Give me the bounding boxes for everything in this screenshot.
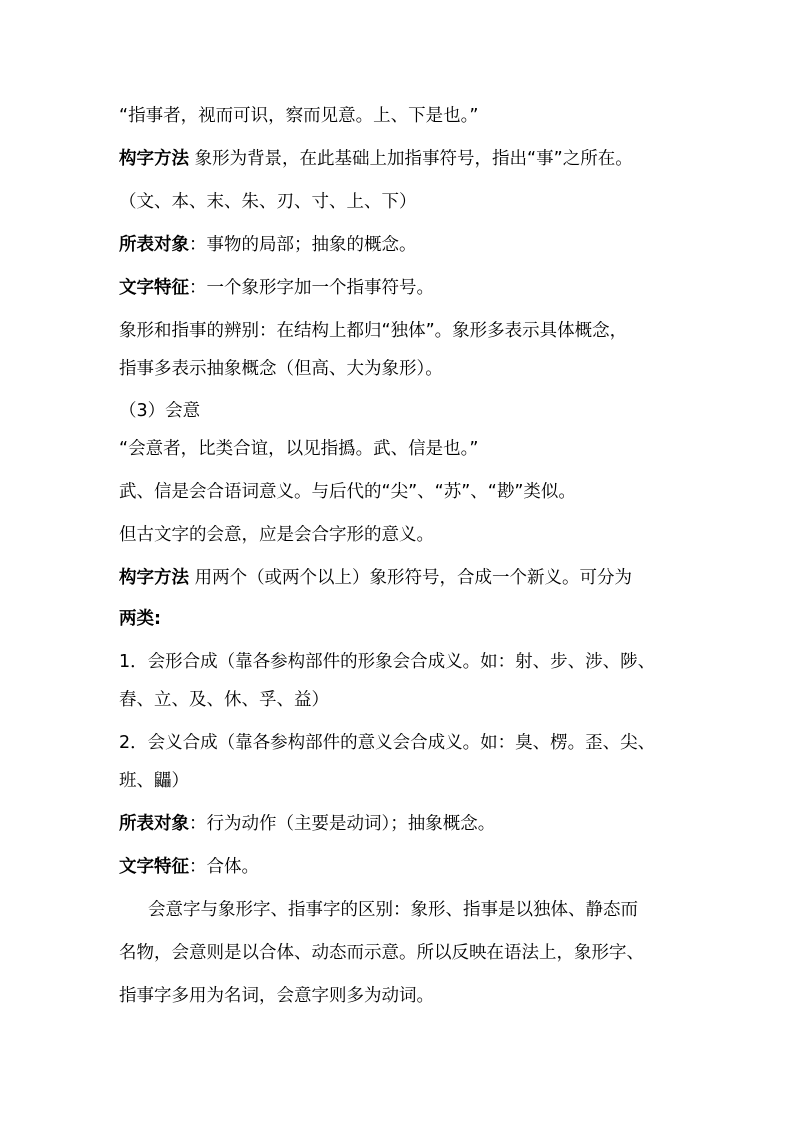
- gouzi-fangfa-huiyi: [119, 566, 719, 590]
- line-text: 指事多表示抽象概念（但高、大为象形）。: [119, 359, 443, 379]
- line-text: 但古文字的会意，应是会合字形的意义。: [119, 525, 434, 545]
- line-label: 文字特征: [119, 278, 189, 298]
- huixing-hecheng-line-2: [119, 688, 719, 712]
- bianbie-line-1: [119, 319, 719, 343]
- qubie-line-3: [119, 984, 719, 1008]
- huiyi-hecheng-line-1: [119, 731, 719, 755]
- line-text: （3）会意: [119, 401, 201, 421]
- line-text: :: [154, 609, 161, 629]
- line-text: 武、信是会合语词意义。与后代的“尖”、“苏”、“尠”类似。: [119, 482, 576, 502]
- line-text: 名物，会意则是以合体、动态而示意。所以反映在语法上，象形字、: [119, 943, 644, 963]
- suobiao-duixiang-zhishi: [119, 233, 719, 257]
- line-text: 会意字与象形字、指事字的区别：象形、指事是以独体、静态而: [148, 900, 638, 920]
- line-label: 构字方法: [119, 568, 189, 588]
- line-label: 两类: [119, 609, 154, 629]
- line-text: ：合体。: [189, 857, 259, 877]
- wenzi-tezheng-zhishi: [119, 276, 719, 300]
- line-text: 舂、立、及、休、孚、益）: [119, 690, 329, 710]
- line-text: ：行为动作（主要是动词）；抽象概念。: [189, 814, 496, 834]
- quote-zhishi: [119, 104, 719, 128]
- line-text: ：一个象形字加一个指事符号。: [189, 278, 434, 298]
- line-label: 构字方法: [119, 149, 189, 169]
- line-text: 2．会义合成（靠各参构部件的意义会合成义。如：臭、楞。歪、尖、: [119, 733, 656, 753]
- quote-huiyi: [119, 437, 719, 461]
- qubie-line-2: [119, 941, 719, 965]
- qubie-line-1: [148, 898, 748, 922]
- bianbie-line-2: [119, 357, 719, 381]
- line-text: 象形为背景，在此基础上加指事符号，指出“事”之所在。: [189, 149, 633, 169]
- gouzi-fangfa-zhishi: [119, 147, 719, 171]
- line-label: 文字特征: [119, 857, 189, 877]
- line-text: “会意者，比类合谊，以见指撝。武、信是也。”: [119, 439, 479, 459]
- suobiao-duixiang-huiyi: [119, 812, 719, 836]
- line-text: 1．会形合成（靠各参构部件的形象会合成义。如：射、步、涉、陟、: [119, 652, 656, 672]
- section-heading-huiyi: [119, 399, 719, 423]
- line-text: “指事者，视而可识，察而见意。上、下是也。”: [119, 106, 479, 126]
- wuxin-line-2: [119, 523, 719, 547]
- line-text: ：事物的局部；抽象的概念。: [189, 235, 417, 255]
- line-text: 象形和指事的辨别：在结构上都归“独体”。象形多表示具体概念，: [119, 321, 628, 341]
- huiyi-hecheng-line-2: [119, 769, 719, 793]
- line-text: 班、鼺）: [119, 771, 189, 791]
- examples-zhishi: [119, 190, 719, 214]
- liang-lei: [119, 607, 719, 631]
- wenzi-tezheng-huiyi: [119, 855, 719, 879]
- wuxin-line-1: [119, 480, 719, 504]
- line-label: 所表对象: [119, 235, 189, 255]
- huixing-hecheng-line-1: [119, 650, 719, 674]
- line-text: 指事字多用为名词，会意字则多为动词。: [119, 986, 434, 1006]
- line-label: 所表对象: [119, 814, 189, 834]
- line-text: （文、本、末、朱、刃、寸、上、下）: [119, 192, 417, 212]
- line-text: 用两个（或两个以上）象形符号，合成一个新义。可分为: [189, 568, 633, 588]
